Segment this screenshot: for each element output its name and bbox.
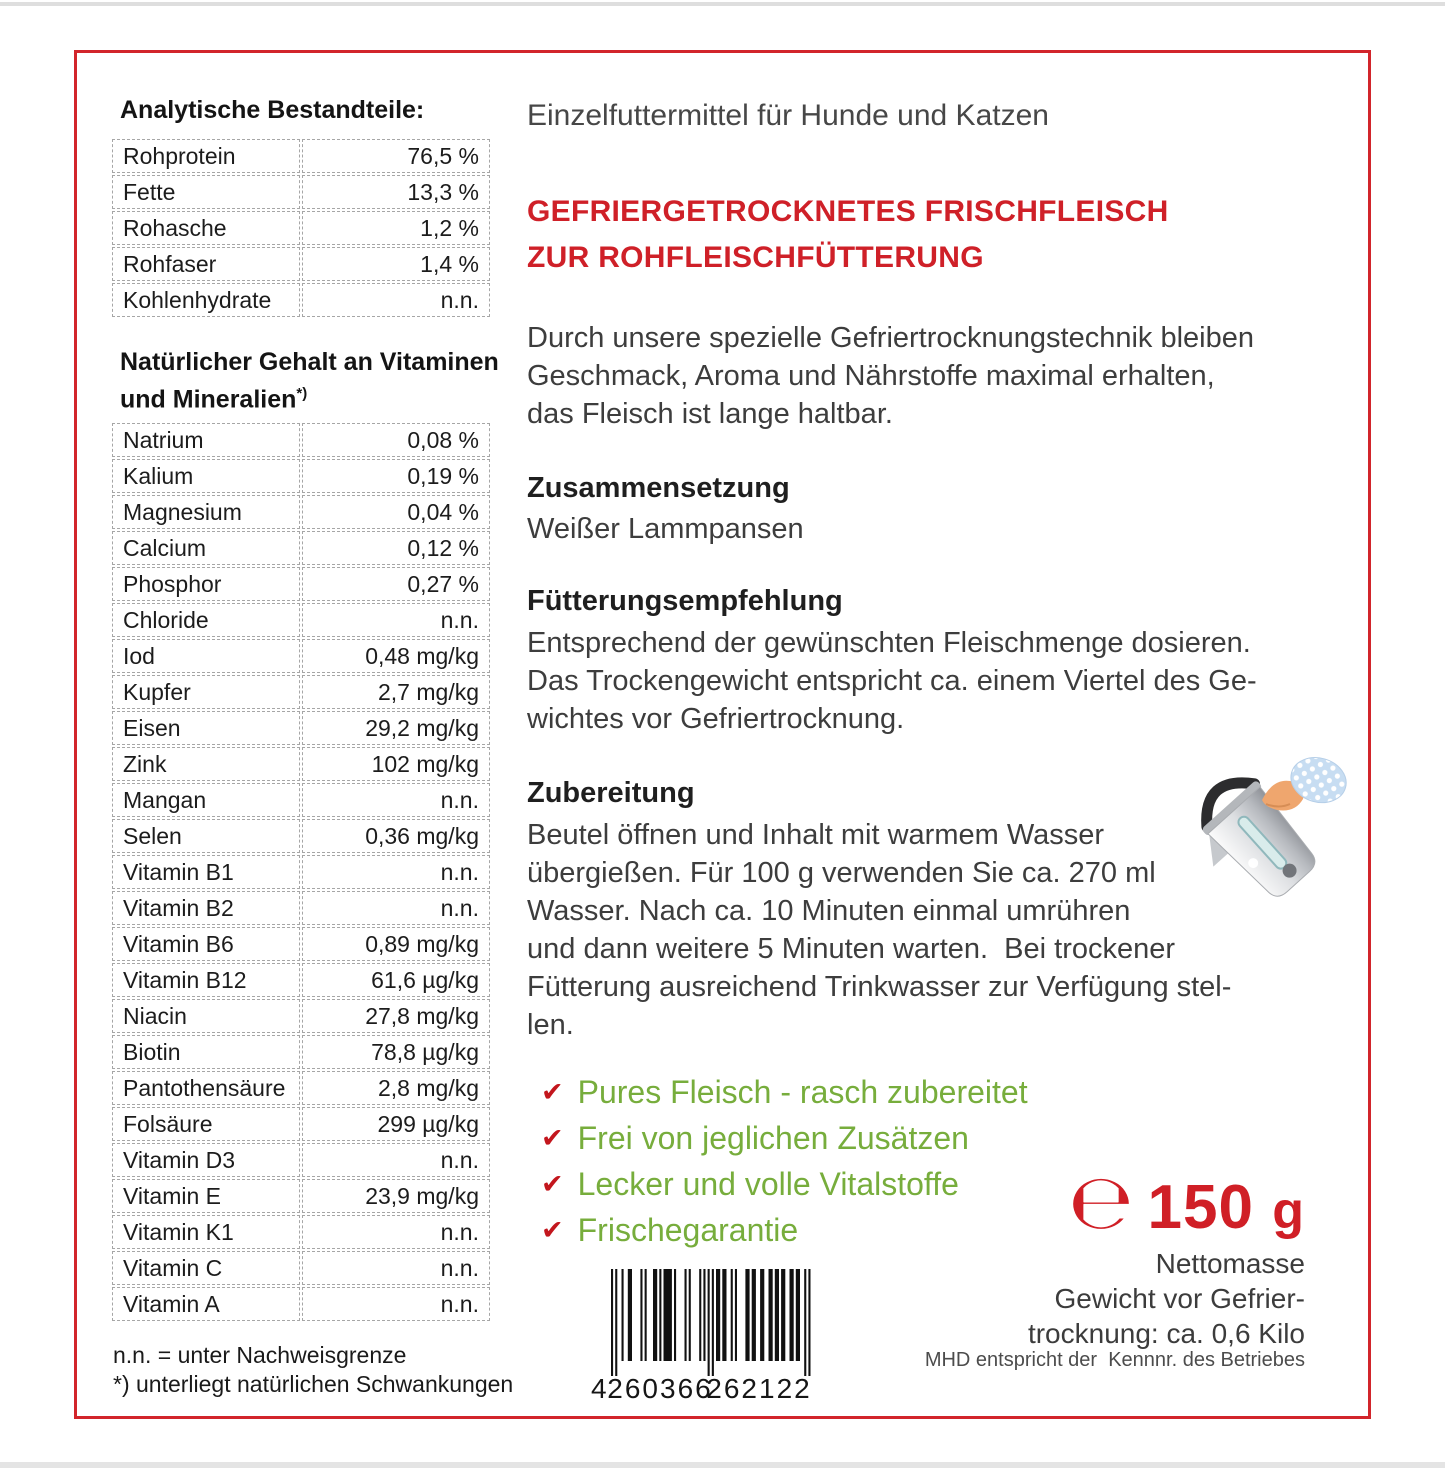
table-row (112, 1143, 490, 1177)
nutrient-value: 1,4 % (302, 247, 490, 281)
headline-line2: ZUR ROHFLEISCHFÜTTERUNG (527, 241, 984, 274)
barcode-bar (775, 1269, 779, 1361)
checklist-item (541, 1161, 1028, 1207)
barcode-bar (796, 1269, 800, 1361)
table-row (112, 819, 490, 853)
table-row (112, 139, 490, 173)
barcode-bar (640, 1269, 642, 1361)
nutrient-label: Vitamin E (112, 1179, 300, 1213)
nutrient-value: n.n. (302, 1143, 490, 1177)
table-row (112, 1215, 490, 1249)
nutrient-label: Calcium (112, 531, 300, 565)
nutrient-label: Selen (112, 819, 300, 853)
table-row (112, 423, 490, 457)
table-row (112, 459, 490, 493)
table-row (112, 1035, 490, 1069)
table-row (112, 855, 490, 889)
nutrient-label: Eisen (112, 711, 300, 745)
nutrient-value: n.n. (302, 283, 490, 317)
table-row (112, 211, 490, 245)
nutrient-value: 13,3 % (302, 175, 490, 209)
headline-line1: GEFRIERGETROCKNETES FRISCHFLEISCH (527, 195, 1169, 228)
nutrient-value: n.n. (302, 891, 490, 925)
table-row (112, 531, 490, 565)
barcode-bar (716, 1269, 720, 1361)
nutrient-label: Magnesium (112, 495, 300, 529)
barcode-bar (745, 1269, 749, 1361)
checkmark-icon: ✔ (541, 1122, 564, 1153)
nutrient-value: n.n. (302, 855, 490, 889)
nutrient-value: 76,5 % (302, 139, 490, 173)
nutrient-label: Vitamin B2 (112, 891, 300, 925)
nutrient-label: Vitamin D3 (112, 1143, 300, 1177)
table-row (112, 891, 490, 925)
table-row (112, 283, 490, 317)
nutrient-label: Mangan (112, 783, 300, 817)
table-row (112, 675, 490, 709)
barcode-bar (622, 1269, 624, 1361)
vitamins-table (110, 421, 492, 1323)
table-row (112, 927, 490, 961)
table-row (112, 711, 490, 745)
kettle-icon (1182, 748, 1354, 920)
nutrient-label: Phosphor (112, 567, 300, 601)
table-row (112, 1107, 490, 1141)
table-row (112, 783, 490, 817)
table-row (112, 1071, 490, 1105)
barcode-bar (760, 1269, 764, 1361)
nutrient-label: Pantothensäure (112, 1071, 300, 1105)
barcode-bar (769, 1269, 773, 1361)
nutrient-value: 0,04 % (302, 495, 490, 529)
footnote-marker: *) (296, 385, 308, 402)
nutrient-label: Vitamin B12 (112, 963, 300, 997)
text-line: len. (527, 1009, 574, 1041)
nutrient-label: Natrium (112, 423, 300, 457)
barcode-bar (708, 1269, 710, 1376)
table-row (112, 495, 490, 529)
text-line: Beutel öffnen und Inhalt mit warmem Wasser (527, 819, 1105, 851)
barcode-bar (781, 1269, 785, 1361)
zubereitung-body (527, 816, 1231, 1044)
barcode-bar (790, 1269, 794, 1361)
nutrient-value: 61,6 µg/kg (302, 963, 490, 997)
barcode-bar (699, 1269, 701, 1361)
nutrient-value: n.n. (302, 1215, 490, 1249)
nutrient-value: 27,8 mg/kg (302, 999, 490, 1033)
text-line: wichtes vor Gefriertrocknung. (527, 703, 905, 735)
vitamins-title-line1: Natürlicher Gehalt an Vitaminen (120, 348, 499, 376)
barcode-digits-left: 260366 (607, 1373, 713, 1403)
text-line: übergießen. Für 100 g verwenden Sie ca. 270 ml (527, 857, 1156, 889)
footnote-nn: n.n. = unter Nachweisgrenze (113, 1342, 407, 1368)
nutrient-label: Vitamin B1 (112, 855, 300, 889)
vitamins-title-line2: und Mineralien (120, 385, 297, 414)
nutrient-label: Vitamin K1 (112, 1215, 300, 1249)
nutrient-label: Kalium (112, 459, 300, 493)
checklist-item (541, 1069, 1028, 1115)
nutrient-value: 102 mg/kg (302, 747, 490, 781)
checklist-text: Lecker und volle Vitalstoffe (577, 1165, 959, 1202)
nutrient-value: n.n. (302, 1287, 490, 1321)
section-heading-zusammensetzung: Zusammensetzung (527, 472, 790, 504)
text-line: Wasser. Nach ca. 10 Minuten einmal umrühren (527, 895, 1131, 927)
barcode-bar (674, 1269, 676, 1361)
table-row (112, 747, 490, 781)
pre-freeze-line2: trocknung: ca. 0,6 Kilo (1027, 1318, 1305, 1349)
nutrient-label: Vitamin C (112, 1251, 300, 1285)
checklist-text: Pures Fleisch - rasch zubereitet (577, 1073, 1028, 1110)
checkmark-icon: ✔ (541, 1168, 564, 1199)
barcode-bar (808, 1269, 810, 1376)
nutrient-value: 78,8 µg/kg (302, 1035, 490, 1069)
nutrient-label: Rohprotein (112, 139, 300, 173)
table-row (112, 1179, 490, 1213)
checklist-text: Frischegarantie (577, 1211, 799, 1248)
text-line: Entsprechend der gewünschten Fleischmenge dosieren. (527, 627, 1251, 659)
nutrient-value: 299 µg/kg (302, 1107, 490, 1141)
text-line: Fütterung ausreichend Trinkwasser zur Verfügung stel- (527, 971, 1232, 1003)
text-line: Das Trockengewicht entspricht ca. einem Viertel des Ge- (527, 665, 1257, 697)
barcode-bar (628, 1269, 632, 1361)
table-row (112, 247, 490, 281)
nutrient-label: Rohfaser (112, 247, 300, 281)
net-mass-label: Nettomasse (1155, 1248, 1305, 1279)
pre-freeze-line1: Gewicht vor Gefrier- (1054, 1283, 1305, 1314)
nutrient-label: Vitamin A (112, 1287, 300, 1321)
nutrient-value: 2,8 mg/kg (302, 1071, 490, 1105)
checkmark-icon: ✔ (541, 1076, 564, 1107)
table-row (112, 639, 490, 673)
table-row (112, 1287, 490, 1321)
table-row (112, 603, 490, 637)
barcode-bar (645, 1269, 647, 1361)
mhd-note: MHD entspricht der Kennnr. des Betriebes (924, 1349, 1305, 1371)
analytical-title: Analytische Bestandteile: (120, 96, 425, 124)
barcode-bar (731, 1269, 733, 1361)
nutrient-label: Zink (112, 747, 300, 781)
checklist-item (541, 1115, 1028, 1161)
nutrient-label: Chloride (112, 603, 300, 637)
benefits-checklist (541, 1069, 1028, 1253)
barcode-bar (722, 1269, 726, 1361)
checklist-text: Frei von jeglichen Zusätzen (577, 1119, 969, 1156)
text-line: und dann weitere 5 Minuten warten. Bei trockener (527, 933, 1176, 965)
nutrient-value: 0,08 % (302, 423, 490, 457)
barcode-bar (712, 1269, 714, 1376)
nutrient-label: Fette (112, 175, 300, 209)
barcode-bar (703, 1269, 705, 1361)
footnotes (113, 1341, 513, 1399)
barcode-bar (804, 1269, 806, 1376)
nutrient-value: 0,12 % (302, 531, 490, 565)
barcode-bar (659, 1269, 661, 1361)
nutrient-value: n.n. (302, 1251, 490, 1285)
table-row (112, 1251, 490, 1285)
text-line: das Fleisch ist lange haltbar. (527, 398, 893, 430)
nutrient-label: Kohlenhydrate (112, 283, 300, 317)
barcode-bar (752, 1269, 756, 1361)
barcode-digit-lead: 4 (591, 1373, 609, 1403)
checkmark-icon: ✔ (541, 1214, 564, 1245)
nutrient-value: 2,7 mg/kg (302, 675, 490, 709)
vitamins-title (120, 347, 499, 415)
barcode-bar (689, 1269, 691, 1361)
barcode-bar (615, 1269, 617, 1376)
product-label (74, 50, 1371, 1419)
fuetterungsempfehlung-body (527, 624, 1257, 738)
estimated-sign: ℮ (1068, 1157, 1134, 1246)
nutrient-value: 23,9 mg/kg (302, 1179, 490, 1213)
barcode-digits-right: 262122 (706, 1373, 812, 1403)
nutrient-value: 0,48 mg/kg (302, 639, 490, 673)
page-edge-bottom (0, 1462, 1445, 1468)
nutrient-label: Biotin (112, 1035, 300, 1069)
net-weight-block (1028, 1157, 1305, 1351)
footnote-star: *) unterliegt natürlichen Schwankungen (113, 1371, 514, 1397)
table-row (112, 175, 490, 209)
barcode-bar (611, 1269, 613, 1376)
analytical-table (110, 137, 492, 319)
nutrient-label: Niacin (112, 999, 300, 1033)
product-subtitle: Einzelfuttermittel für Hunde und Katzen (527, 99, 1049, 132)
table-row (112, 999, 490, 1033)
barcode-bar (653, 1269, 657, 1361)
section-heading-fuetterungsempfehlung: Fütterungsempfehlung (527, 585, 843, 617)
page-edge-top (0, 2, 1445, 6)
text-line: Geschmack, Aroma und Nährstoffe maximal erhalten, (527, 360, 1215, 392)
section-heading-zubereitung: Zubereitung (527, 777, 695, 809)
nutrient-value: n.n. (302, 603, 490, 637)
barcode-bar (735, 1269, 737, 1361)
nutrient-value: 0,36 mg/kg (302, 819, 490, 853)
nutrient-label: Iod (112, 639, 300, 673)
net-weight-value: 150 (1147, 1173, 1254, 1242)
barcode-bar (664, 1269, 672, 1361)
nutrient-value: 0,19 % (302, 459, 490, 493)
net-weight (1028, 1157, 1305, 1246)
nutrient-label: Folsäure (112, 1107, 300, 1141)
nutrient-value: 1,2 % (302, 211, 490, 245)
checklist-item (541, 1207, 1028, 1253)
table-row (112, 963, 490, 997)
nutrient-label: Vitamin B6 (112, 927, 300, 961)
nutrient-value: 0,27 % (302, 567, 490, 601)
text-line: Durch unsere spezielle Gefriertrocknungstechnik bleiben (527, 322, 1254, 354)
nutrient-value: 0,89 mg/kg (302, 927, 490, 961)
barcode (591, 1267, 813, 1403)
nutrient-label: Kupfer (112, 675, 300, 709)
table-row (112, 567, 490, 601)
nutrient-label: Rohasche (112, 211, 300, 245)
barcode-bar (685, 1269, 687, 1361)
zusammensetzung-body: Weißer Lammpansen (527, 513, 804, 545)
nutrient-value: 29,2 mg/kg (302, 711, 490, 745)
product-headline (527, 189, 1169, 281)
nutrient-value: n.n. (302, 783, 490, 817)
net-weight-unit: g (1272, 1182, 1305, 1240)
intro-paragraph (527, 319, 1254, 433)
